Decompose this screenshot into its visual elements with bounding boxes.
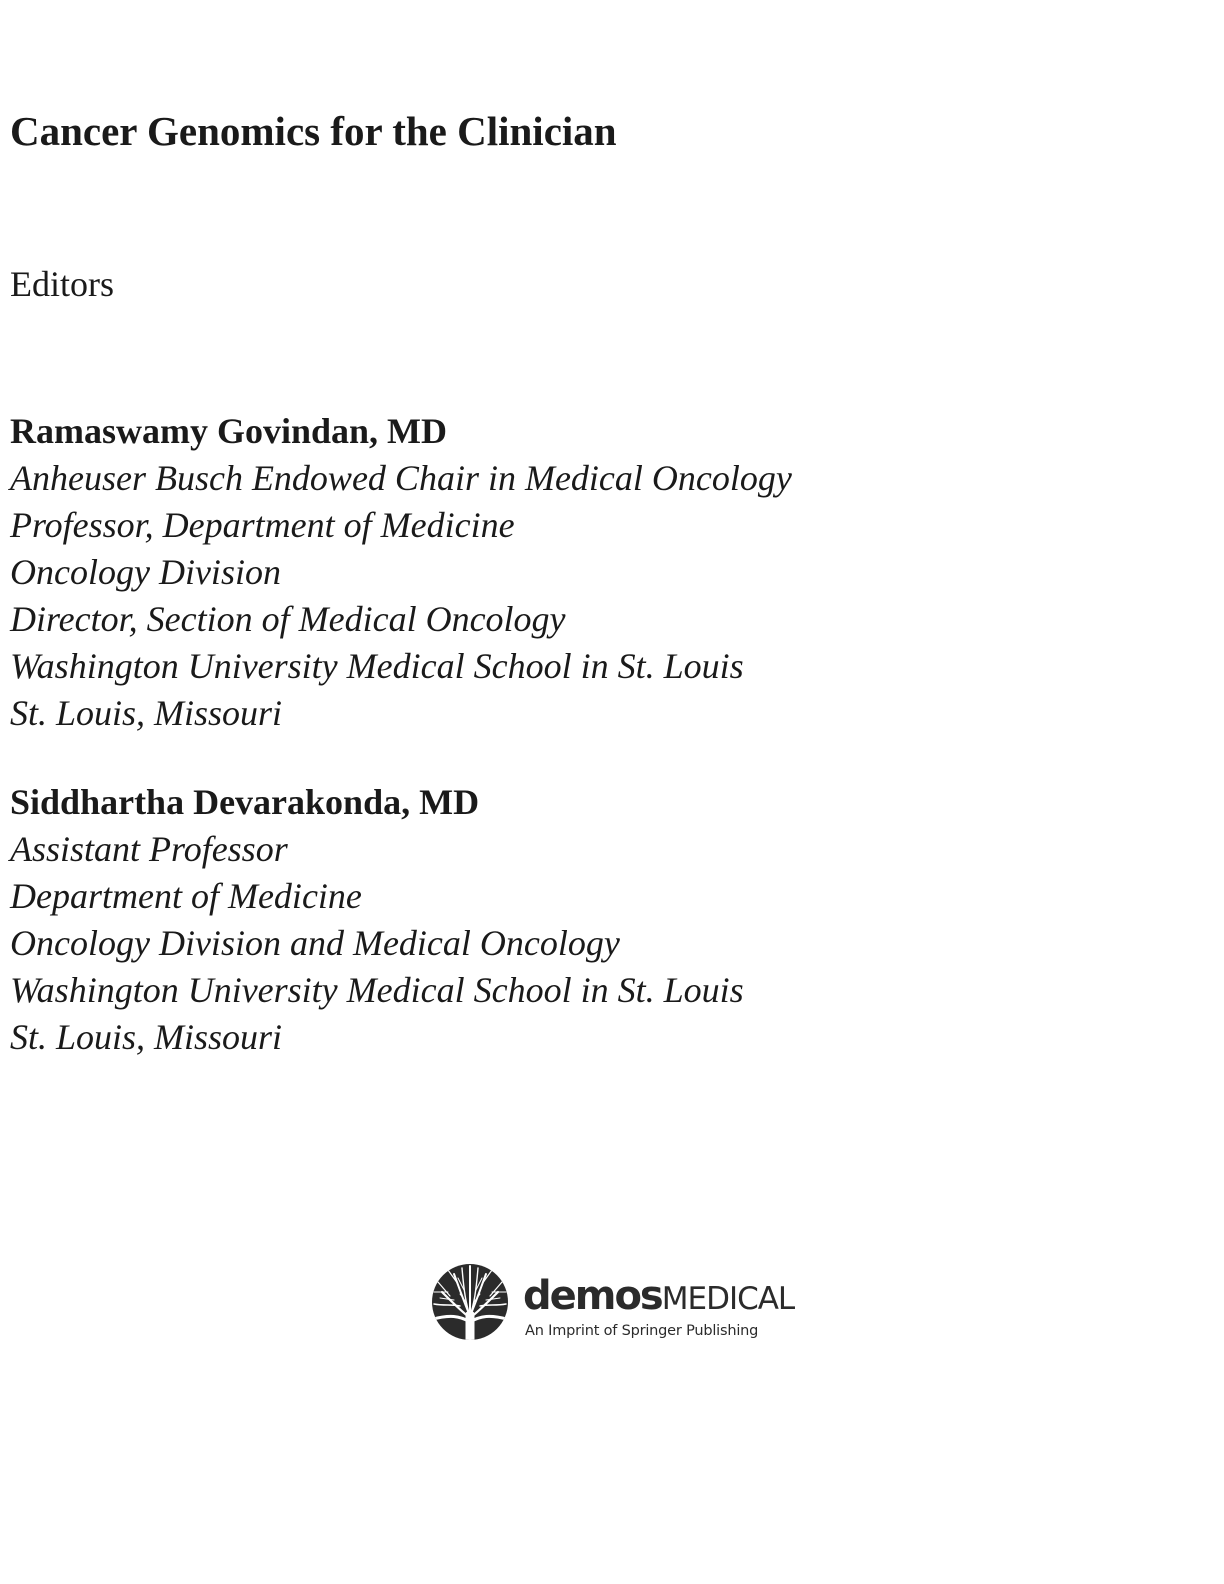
brand-light-text: MEDICAL	[661, 1281, 795, 1317]
editor-affiliation-line: Professor, Department of Medicine	[10, 505, 515, 545]
publisher-tagline: An Imprint of Springer Publishing	[525, 1323, 759, 1339]
editor-affiliation-line: Anheuser Busch Endowed Chair in Medical Oncology	[10, 458, 792, 498]
brand-bold-text: demos	[523, 1273, 662, 1319]
editor-affiliation-line: Assistant Professor	[10, 829, 288, 869]
editor-block	[10, 408, 792, 737]
publisher-brand	[523, 1273, 795, 1324]
editor-affiliation-line: St. Louis, Missouri	[10, 1017, 283, 1057]
editor-affiliation-line: Oncology Division	[10, 552, 281, 592]
editor-affiliation-line: St. Louis, Missouri	[10, 693, 283, 733]
book-title: Cancer Genomics for the Clinician	[10, 108, 617, 154]
editors-heading: Editors	[10, 264, 114, 304]
editor-affiliation-line: Washington University Medical School in St. Louis	[10, 970, 744, 1010]
editor-block	[10, 779, 744, 1061]
editor-affiliation-line: Oncology Division and Medical Oncology	[10, 923, 620, 963]
editor-name: Ramaswamy Govindan, MD	[10, 411, 448, 451]
editor-affiliation-line: Washington University Medical School in St. Louis	[10, 646, 744, 686]
editor-affiliation-line: Director, Section of Medical Oncology	[10, 599, 566, 639]
publisher-logo	[430, 1262, 795, 1342]
editor-name: Siddhartha Devarakonda, MD	[10, 782, 480, 822]
editor-affiliation-line: Department of Medicine	[10, 876, 362, 916]
tree-icon	[430, 1262, 510, 1342]
